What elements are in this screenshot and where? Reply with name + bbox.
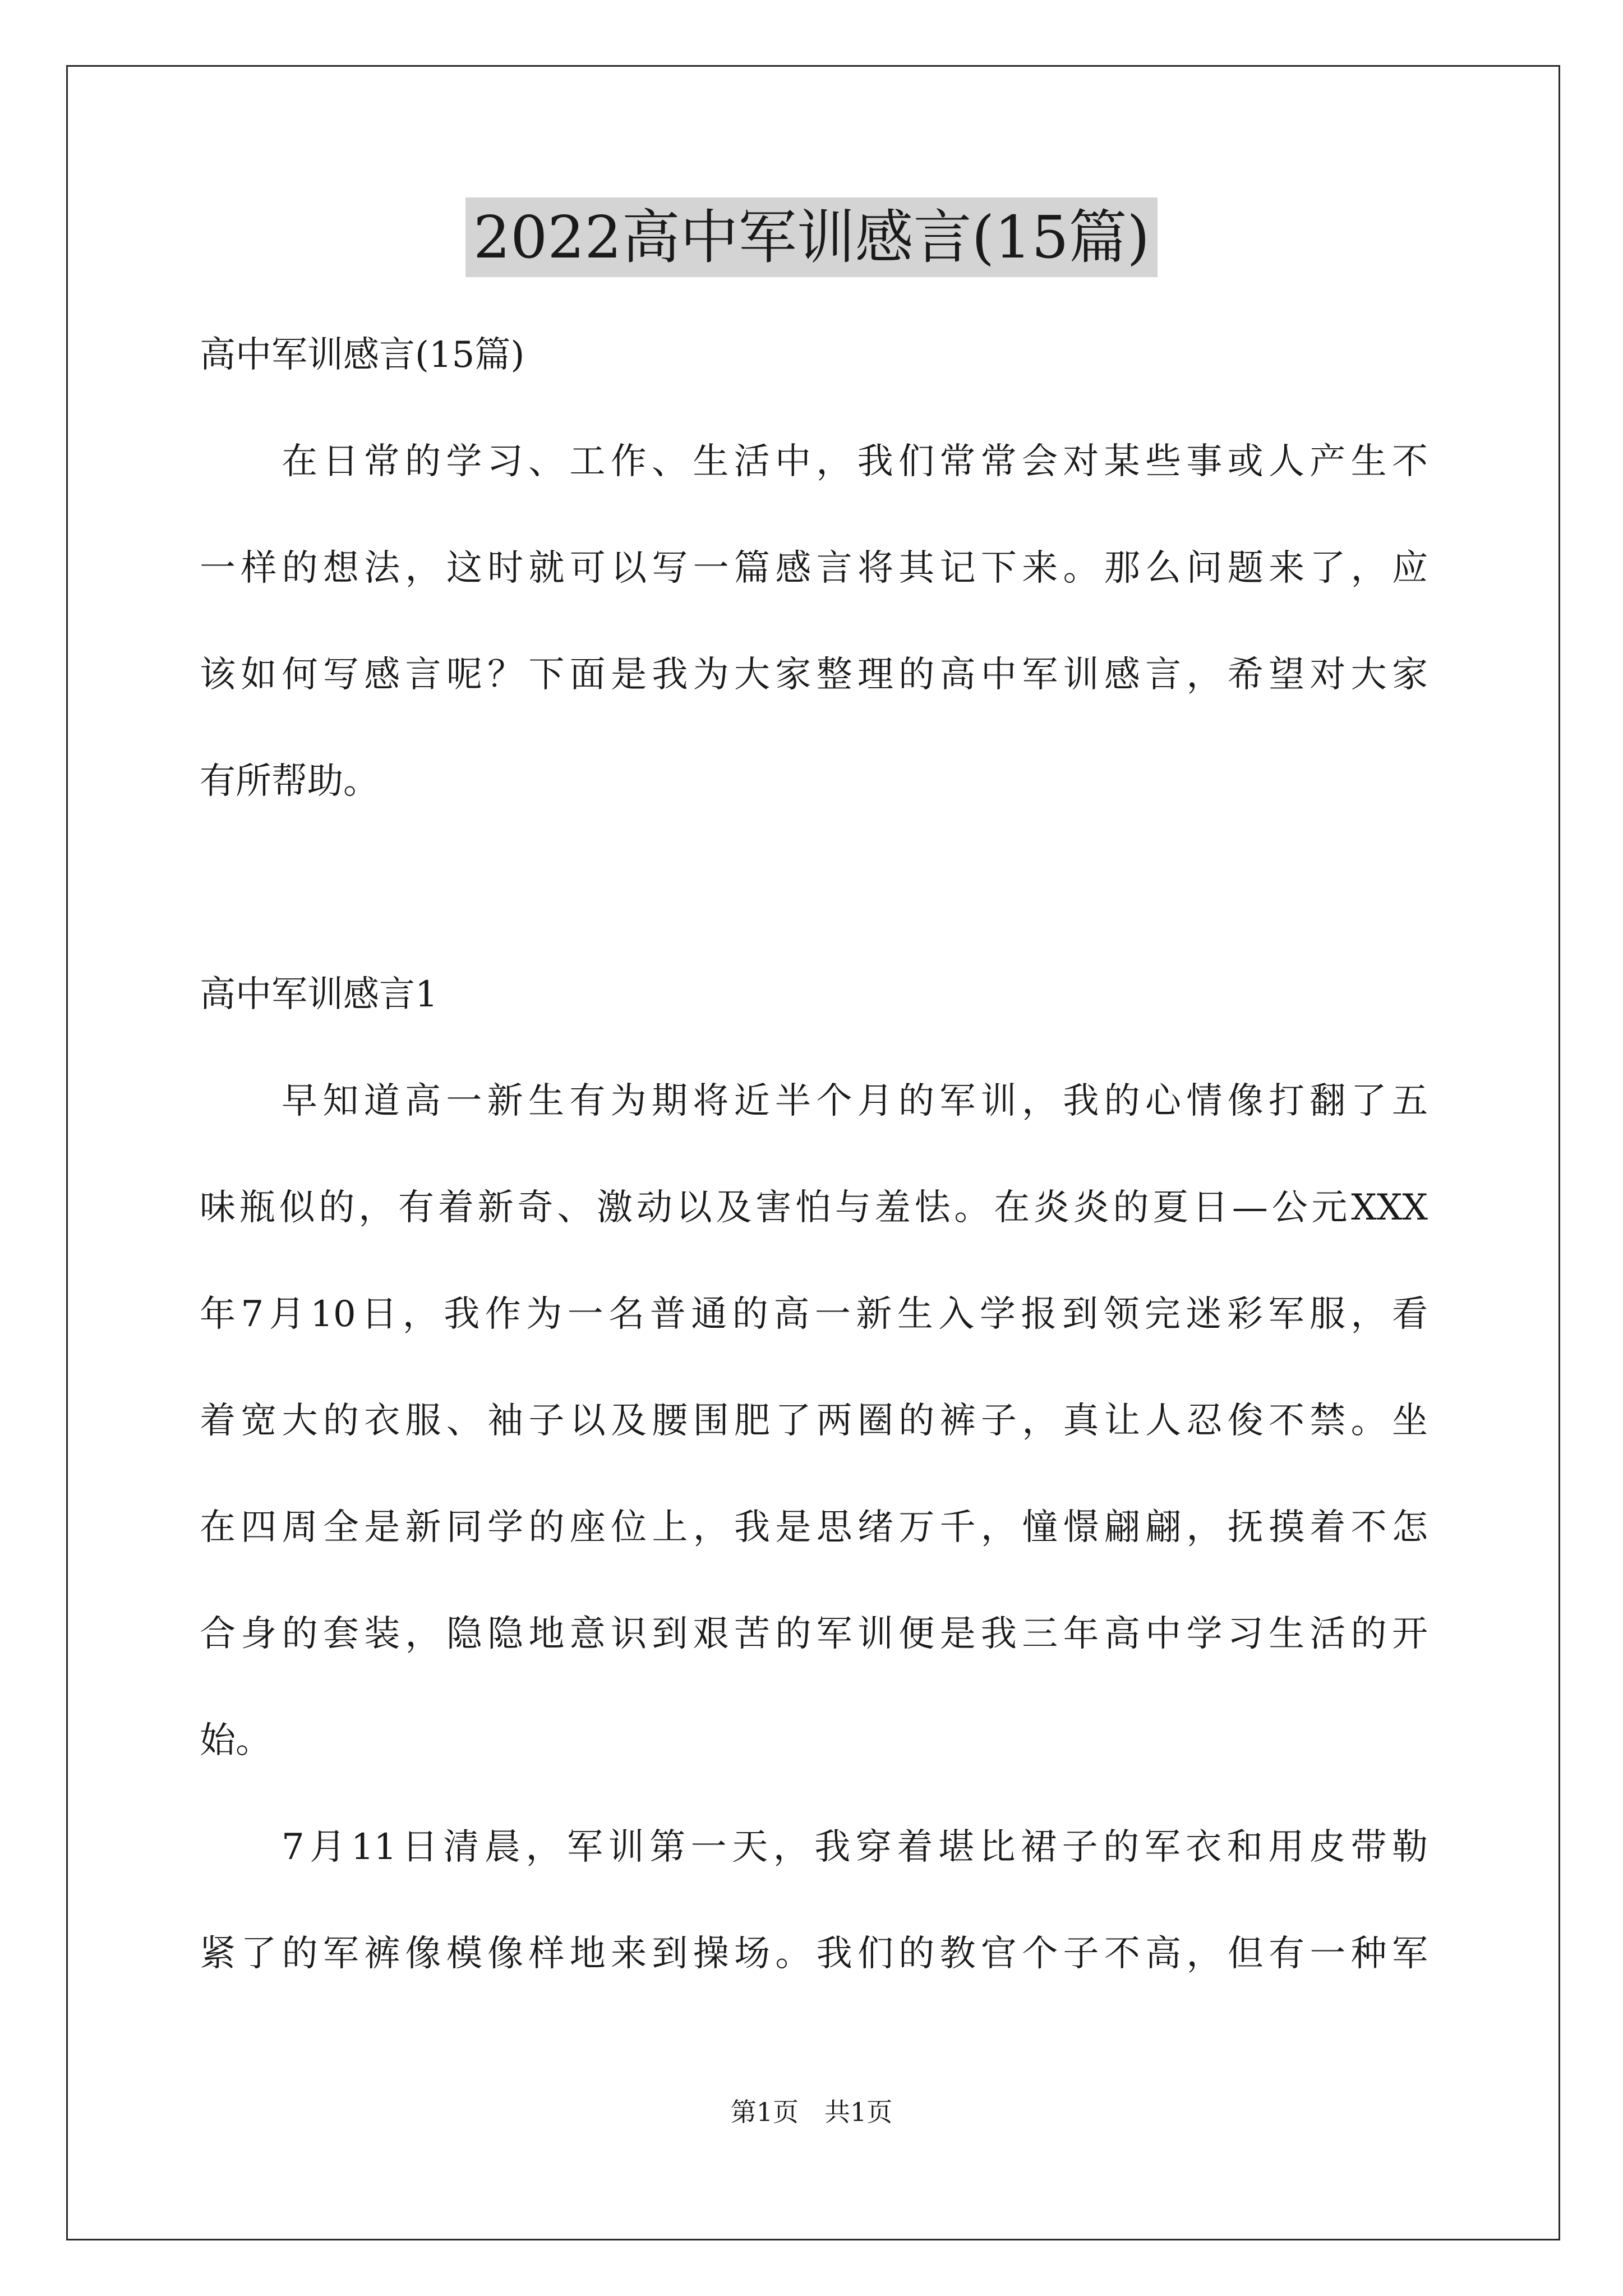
document-body (200, 302, 1428, 2007)
paragraph-line: 早知道高一新生有为期将近半个月的军训，我的心情像打翻了五 (282, 1080, 1428, 1122)
paragraph-line: 7月11日清晨，军训第一天，我穿着堪比裙子的军衣和用皮带勒 (282, 1826, 1428, 1868)
intro-line: 该如何写感言呢？下面是我为大家整理的高中军训感言，希望对大家 (200, 654, 1428, 696)
paragraph-line: 合身的套装，隐隐地意识到艰苦的军训便是我三年高中学习生活的开 (200, 1613, 1428, 1655)
paragraph-line: 年7月10日，我作为一名普通的高一新生入学报到领完迷彩军服，看 (200, 1294, 1428, 1335)
intro-line: 有所帮助。 (200, 761, 379, 802)
page-footer: 第1页 共1页 (730, 2097, 893, 2127)
paragraph-line: 着宽大的衣服、袖子以及腰围肥了两圈的裤子，真让人忍俊不禁。坐 (200, 1400, 1428, 1442)
document-title: 2022高中军训感言(15篇) (465, 197, 1158, 277)
spacer (200, 835, 1428, 941)
intro-line: 在日常的学习、工作、生活中，我们常常会对某些事或人产生不 (282, 441, 1428, 482)
section-heading: 高中军训感言1 (200, 974, 438, 1015)
paragraph-line: 味瓶似的，有着新奇、激动以及害怕与羞怯。在炎炎的夏日—公元XXX (200, 1187, 1428, 1228)
paragraph-line: 始。 (200, 1720, 271, 1761)
paragraph-line: 在四周全是新同学的座位上，我是思绪万千，憧憬翩翩，抚摸着不怎 (200, 1507, 1428, 1548)
paragraph-line: 紧了的军裤像模像样地来到操场。我们的教官个子不高，但有一种军 (200, 1933, 1428, 1975)
document-subtitle: 高中军训感言(15篇) (200, 334, 525, 376)
title-container (0, 197, 1623, 277)
intro-line: 一样的想法，这时就可以写一篇感言将其记下来。那么问题来了，应 (200, 547, 1428, 589)
